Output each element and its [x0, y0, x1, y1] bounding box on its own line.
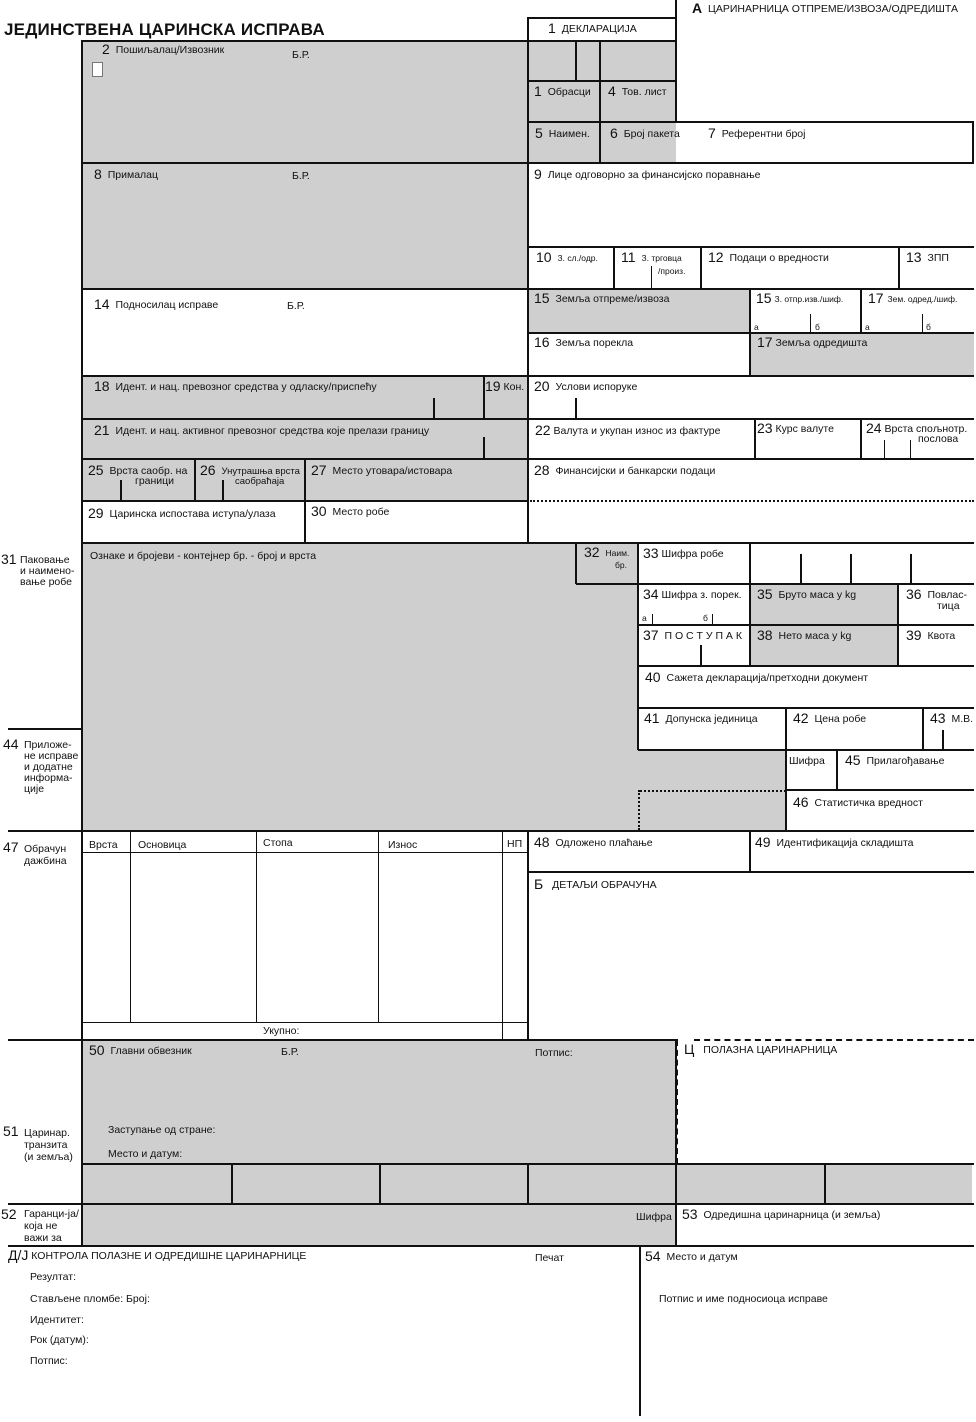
rule — [638, 665, 974, 667]
rule — [8, 1039, 678, 1041]
box-51-num — [3, 1125, 22, 1138]
rule — [749, 289, 751, 376]
box-51-num-text: 51 — [3, 1123, 19, 1139]
box-c — [684, 1043, 837, 1056]
rule — [256, 831, 257, 1022]
box-44-label: Приложе-не исправе и додатне информа-ције — [24, 739, 79, 795]
box-c-num: Ц — [684, 1041, 695, 1057]
box-8-br: Б.Р. — [292, 170, 310, 182]
box-24-label2: послова — [918, 433, 959, 445]
shade-box-3-4 — [528, 41, 676, 163]
rule — [575, 398, 577, 419]
rule — [231, 1164, 233, 1204]
box-dj-stamp: Печат — [535, 1252, 564, 1264]
box-dj-row: Рок (датум): — [30, 1334, 89, 1346]
box-8-num: 8 — [94, 166, 102, 182]
box-49-label: Идентификација складишта — [776, 837, 914, 849]
box-47-col-vrsta: Врста — [89, 839, 118, 851]
box-13-num: 13 — [906, 249, 922, 265]
rule — [860, 289, 862, 333]
box-2 — [102, 43, 224, 56]
box-21-label: Идент. и нац. активног превозног средства које прелази границу — [115, 425, 430, 437]
rule — [528, 17, 676, 19]
box-dj-num: Д/Ј — [8, 1247, 29, 1263]
box-46 — [793, 796, 923, 809]
box-17-num: 17 — [757, 334, 773, 350]
rule — [922, 708, 924, 750]
box-17ab-num: 17 — [868, 290, 884, 306]
box-26-label: Унутрашња врста — [221, 466, 300, 477]
box-52-label: Гаранци-ја/која не важи за — [24, 1208, 79, 1244]
box-16-num: 16 — [534, 334, 550, 350]
box-50-place: Место и датум: — [108, 1148, 183, 1160]
box-50-label: Главни обвезник — [110, 1045, 192, 1057]
box-36-num: 36 — [906, 586, 922, 602]
box-54-sig: Потпис и име подносиоца исправе — [659, 1293, 828, 1305]
box-23-label: Курс валуте — [775, 423, 834, 435]
rule — [700, 645, 702, 666]
box-47-col-np: НП — [507, 838, 523, 850]
rule — [8, 830, 974, 832]
box-35-num: 35 — [757, 586, 773, 602]
box-1 — [548, 22, 637, 35]
rule — [637, 543, 639, 750]
rule — [972, 121, 974, 163]
rule — [8, 1245, 974, 1247]
box-29-label: Царинска испостава иступа/улаза — [109, 508, 276, 520]
rule — [81, 40, 83, 1246]
box-31-marks: Ознаке и бројеви - контејнер бр. - број и врста — [90, 550, 317, 562]
box-dj-row: Резултат: — [30, 1271, 77, 1283]
box-dj-label: КОНТРОЛА ПОЛАЗНЕ И ОДРЕДИШНЕ ЦАРИНАРНИЦЕ — [31, 1250, 307, 1262]
rule — [897, 584, 899, 666]
box-5-num: 5 — [535, 125, 543, 141]
box-2-num: 2 — [102, 41, 110, 57]
box-52-num-text: 52 — [1, 1206, 17, 1222]
box-13-label: ЗПП — [927, 252, 949, 264]
box-3 — [534, 85, 591, 98]
rule — [304, 459, 306, 542]
box-50 — [89, 1044, 192, 1057]
box-12 — [708, 251, 829, 264]
box-6-num: 6 — [610, 125, 618, 141]
rule — [700, 247, 702, 289]
box-42-num: 42 — [793, 710, 809, 726]
box-30 — [311, 505, 389, 518]
box-40-num: 40 — [645, 669, 661, 685]
sub-a: а — [642, 613, 647, 623]
box-41 — [644, 712, 758, 725]
box-34-label: Шифра з. порек. — [661, 589, 742, 601]
box-40 — [645, 671, 868, 684]
rule — [800, 554, 802, 583]
box-38 — [757, 629, 851, 642]
box-42-label: Цена робе — [814, 713, 867, 725]
rule — [130, 831, 131, 1022]
box-33-label: Шифра робе — [661, 548, 724, 560]
rule — [675, 0, 677, 122]
sub-b: б — [926, 322, 931, 332]
box-40-label: Сажета декларација/претходни документ — [666, 672, 869, 684]
box-47-col-osnovica: Основица — [138, 839, 187, 851]
tick — [810, 314, 811, 332]
box-48-num: 48 — [534, 834, 550, 850]
box-b-label: ДЕТАЉИ ОБРАЧУНА — [552, 879, 657, 891]
dotted-rule — [530, 500, 974, 502]
box-32-label2: бр. — [615, 560, 627, 570]
box-6-label: Број пакета — [623, 128, 680, 140]
box-17 — [757, 336, 867, 349]
rule — [8, 1203, 974, 1205]
box-3-label: Обрасци — [547, 86, 591, 98]
tick — [652, 614, 653, 625]
box-50-num: 50 — [89, 1042, 105, 1058]
box-52-num — [1, 1208, 20, 1221]
rule — [433, 398, 435, 419]
box-11-num: 11 — [621, 249, 636, 265]
box-a — [692, 2, 958, 15]
box-21 — [94, 424, 429, 437]
box-14-num: 14 — [94, 296, 110, 312]
box-39-num: 39 — [906, 627, 922, 643]
rule — [860, 419, 862, 459]
box-15ab-label: З. отпр.изв./шиф. — [774, 294, 844, 304]
box-45-num: 45 — [845, 752, 861, 768]
box-10 — [536, 251, 598, 264]
box-10-label: З. сл./одр. — [557, 253, 598, 263]
box-44-num-text: 44 — [3, 736, 19, 752]
box-28-num: 28 — [534, 462, 550, 478]
box-22 — [535, 424, 720, 437]
rule — [82, 852, 528, 853]
box-33 — [643, 547, 724, 560]
box-29-num: 29 — [88, 505, 104, 521]
box-45-label: Прилагођавање — [866, 755, 945, 767]
box-46-label: Статистичка вредност — [814, 797, 923, 809]
rule — [82, 542, 974, 544]
box-47-label: Обрачун дажбина — [24, 843, 67, 867]
box-15 — [534, 292, 669, 305]
shade-box-52 — [82, 1204, 676, 1246]
rule — [528, 246, 974, 248]
box-54-num: 54 — [645, 1248, 661, 1264]
checkbox-2[interactable] — [92, 62, 103, 77]
sub-a: а — [754, 322, 759, 332]
rule — [483, 437, 485, 459]
box-7-num: 7 — [708, 125, 716, 141]
rule — [576, 583, 974, 585]
box-11-label: З. трговца — [641, 253, 682, 263]
box-54 — [645, 1250, 738, 1263]
box-9-num: 9 — [534, 166, 542, 182]
box-47-num-text: 47 — [3, 839, 19, 855]
box-30-label: Место робе — [332, 506, 390, 518]
box-35-label: Бруто маса у kg — [778, 589, 857, 601]
rule — [527, 831, 529, 1039]
box-a-label: ЦАРИНАРНИЦА ОТПРЕМЕ/ИЗВОЗА/ОДРЕДИШТА — [708, 3, 958, 15]
tick — [884, 440, 885, 459]
box-18 — [94, 380, 377, 393]
box-41-label: Допунска јединица — [665, 713, 758, 725]
box-32-num: 32 — [584, 544, 600, 560]
rule — [528, 332, 974, 334]
box-11 — [621, 251, 682, 264]
box-b-num: Б — [534, 876, 544, 892]
rule — [942, 730, 944, 750]
rule — [599, 41, 601, 163]
tick — [712, 614, 713, 625]
dotted-rule — [638, 790, 640, 830]
rule — [502, 831, 503, 1039]
box-26-label2: саобраћаја — [235, 476, 285, 487]
box-28 — [534, 464, 715, 477]
box-1-num: 1 — [548, 20, 556, 36]
box-16 — [534, 336, 633, 349]
box-25-label2: граници — [135, 475, 175, 487]
box-28-label: Финансијски и банкарски подаци — [555, 465, 716, 477]
box-34-num: 34 — [643, 586, 659, 602]
box-43 — [930, 712, 973, 725]
box-48 — [534, 836, 653, 849]
box-44-sifra: Шифра — [789, 755, 825, 767]
rule — [528, 121, 974, 123]
box-18-label: Идент. и нац. превозног средства у одласку/приспећу — [115, 381, 377, 393]
box-2-br: Б.Р. — [292, 49, 310, 61]
box-22-label: Валута и укупан износ из фактуре — [553, 425, 721, 437]
box-33-num: 33 — [643, 545, 659, 561]
box-43-label: М.В. — [951, 713, 974, 725]
box-52-sifra: Шифра — [636, 1211, 672, 1223]
box-47-total: Укупно: — [263, 1025, 300, 1037]
box-10-num: 10 — [536, 249, 552, 265]
rule — [120, 480, 122, 501]
box-19 — [485, 380, 524, 393]
tick — [910, 440, 911, 459]
box-50-br: Б.Р. — [281, 1046, 299, 1058]
box-19-label: Кон. — [503, 381, 525, 393]
box-50-sign: Потпис: — [535, 1047, 573, 1059]
box-43-num: 43 — [930, 710, 946, 726]
box-31-num — [1, 553, 20, 566]
box-18-num: 18 — [94, 378, 110, 394]
box-48-label: Одложено плаћање — [555, 837, 653, 849]
box-15-num: 15 — [534, 290, 550, 306]
box-15ab — [756, 292, 843, 305]
box-5-label: Наимен. — [548, 128, 590, 140]
box-32 — [584, 546, 629, 559]
box-49 — [755, 836, 914, 849]
rule — [639, 1246, 641, 1416]
dashed-rule — [694, 1039, 974, 1041]
box-53-num: 53 — [682, 1206, 698, 1222]
rule — [8, 728, 82, 730]
box-25-num: 25 — [88, 462, 104, 478]
box-15ab-num: 15 — [756, 290, 772, 306]
sub-b: б — [815, 322, 820, 332]
box-37-label: П О С Т У П А К — [664, 630, 742, 642]
box-12-num: 12 — [708, 249, 724, 265]
box-19-num: 19 — [485, 378, 501, 394]
box-27-num: 27 — [311, 462, 327, 478]
rule — [82, 1022, 528, 1023]
rule — [613, 247, 615, 289]
box-1-label: ДЕКЛАРАЦИЈА — [561, 23, 637, 35]
box-8 — [94, 168, 158, 181]
box-27-label: Место утовара/истовара — [332, 465, 453, 477]
box-39-label: Квота — [927, 630, 956, 642]
box-dj — [8, 1249, 306, 1262]
box-b — [534, 878, 657, 891]
box-20-label: Услови испоруке — [555, 381, 638, 393]
box-21-num: 21 — [94, 422, 110, 438]
box-46-num: 46 — [793, 794, 809, 810]
sub-a: а — [865, 322, 870, 332]
box-29 — [88, 507, 276, 520]
box-53-label: Одредишна царинарница (и земља) — [703, 1209, 881, 1221]
box-3-num: 1 — [534, 83, 542, 99]
box-22-num: 22 — [535, 422, 551, 438]
box-8-label: Прималац — [107, 169, 159, 181]
box-9 — [534, 168, 760, 181]
box-24-label: Врста спољнотр. — [884, 423, 968, 435]
box-5 — [535, 127, 590, 140]
sub-b: б — [703, 613, 708, 623]
box-42 — [793, 712, 866, 725]
rule — [786, 789, 974, 791]
box-38-label: Нето маса у kg — [778, 630, 852, 642]
box-38-num: 38 — [757, 627, 773, 643]
box-36-label: Повлас- — [927, 589, 967, 601]
dashed-rule — [676, 1040, 678, 1164]
box-37 — [643, 629, 742, 642]
box-dj-row: Потпис: — [30, 1355, 68, 1367]
box-13 — [906, 251, 949, 264]
box-39 — [906, 629, 955, 642]
rule — [749, 831, 751, 872]
box-45 — [845, 754, 945, 767]
box-49-num: 49 — [755, 834, 771, 850]
box-25-label: Врста саобр. на — [109, 465, 188, 477]
box-17ab-label: Зем. одред./шиф. — [887, 294, 958, 304]
box-34 — [643, 588, 742, 601]
box-41-num: 41 — [644, 710, 660, 726]
box-7-label: Референтни број — [721, 128, 806, 140]
rule — [194, 459, 196, 501]
rule — [754, 419, 756, 459]
box-24-num: 24 — [866, 420, 882, 436]
box-31-label: Паковање и наимено-вање робе — [20, 554, 75, 588]
box-4 — [608, 85, 667, 98]
rule — [379, 1164, 381, 1204]
rule — [378, 831, 379, 1022]
rule — [910, 554, 912, 583]
box-11-label2: /произ. — [658, 266, 686, 276]
rule — [638, 624, 974, 626]
box-35 — [757, 588, 856, 601]
box-23-num: 23 — [757, 420, 773, 436]
rule — [898, 247, 900, 289]
shade-box-44 — [82, 729, 638, 831]
box-4-label: Тов. лист — [621, 86, 667, 98]
rule — [575, 543, 577, 584]
box-12-label: Подаци о вредности — [729, 252, 829, 264]
rule — [527, 1164, 529, 1204]
rule — [82, 40, 676, 42]
box-17-label: Земља одредишта — [775, 337, 868, 349]
rule — [528, 871, 974, 873]
box-14-label: Подносилац исправе — [115, 299, 219, 311]
box-17ab — [868, 292, 957, 305]
rule — [749, 543, 751, 583]
box-47-num — [3, 841, 22, 854]
rule — [824, 1164, 826, 1204]
box-53 — [682, 1208, 880, 1221]
tick — [651, 266, 652, 289]
box-14-br: Б.Р. — [287, 300, 305, 312]
rule — [222, 480, 224, 501]
box-51-label: Царинар. транзита (и земља) — [24, 1127, 73, 1163]
box-a-num: A — [692, 0, 703, 16]
box-47-col-stopa: Стопа — [263, 837, 293, 849]
box-7 — [708, 127, 805, 140]
box-16-label: Земља порекла — [555, 337, 634, 349]
rule — [836, 750, 838, 790]
shade-box-31 — [82, 543, 638, 729]
box-20 — [534, 380, 637, 393]
box-30-num: 30 — [311, 503, 327, 519]
box-26-num: 26 — [200, 462, 216, 478]
rule — [850, 554, 852, 583]
rule — [527, 376, 529, 542]
box-dj-row: Идентитет: — [30, 1314, 84, 1326]
box-54-label: Место и датум — [666, 1251, 738, 1263]
rule — [785, 708, 787, 750]
box-c-label: ПОЛАЗНА ЦАРИНАРНИЦА — [703, 1044, 838, 1056]
box-15-label: Земља отпреме/извоза — [555, 293, 670, 305]
shade-box-50 — [82, 1040, 676, 1164]
box-36-label2: тица — [937, 600, 960, 612]
box-23 — [757, 422, 834, 435]
tick — [922, 314, 923, 332]
box-6 — [610, 127, 680, 140]
rule — [575, 41, 577, 81]
dotted-rule — [640, 790, 786, 792]
box-44-num — [3, 738, 22, 751]
box-31-num-text: 31 — [1, 551, 17, 567]
box-14 — [94, 298, 218, 311]
box-37-num: 37 — [643, 627, 659, 643]
box-32-label: Наим. — [605, 548, 630, 558]
rule — [528, 80, 676, 82]
form-title: ЈЕДИНСТВЕНА ЦАРИНСКА ИСПРАВА — [4, 20, 325, 39]
box-20-num: 20 — [534, 378, 550, 394]
rule — [785, 750, 787, 832]
box-2-label: Пошиљалац/Извозник — [115, 44, 225, 56]
box-9-label: Лице одговорно за финансијско поравнање — [547, 169, 761, 181]
box-50-rep: Заступање од стране: — [108, 1124, 216, 1136]
box-47-col-iznos: Износ — [388, 839, 418, 851]
box-4-num: 4 — [608, 83, 616, 99]
rule — [749, 584, 751, 666]
box-27 — [311, 464, 452, 477]
box-dj-row: Стављене пломбе: Број: — [30, 1293, 150, 1305]
